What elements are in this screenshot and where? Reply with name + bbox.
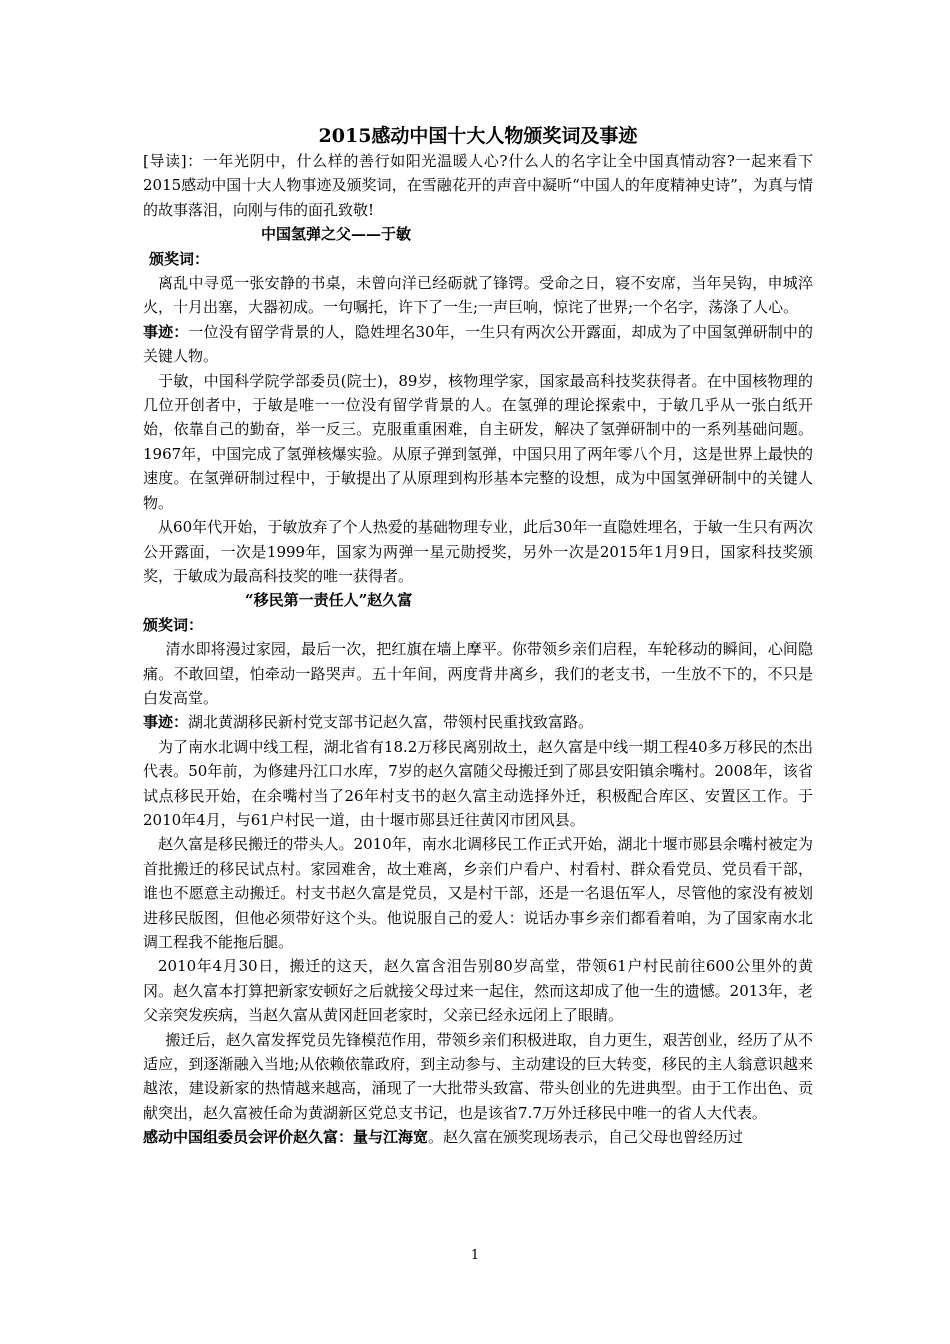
body-paragraph: 搬迁后，赵久富发挥党员先锋模范作用，带领乡亲们积极进取，自力更生，艰苦创业，经历了从不适应，到逐渐融入当地;从依赖依靠政府，到主动参与、主动建设的巨大转变，移民的主人翁意识越来越浓，建设新家的热情越来越高，涌现了一大批带头致富、带头创业的先进典型。由于工作出色、贡献突出，赵久富被任命为黄湖新区党总支书记，也是该省7.7万外迁移民中唯一的省人大代表。 — [143, 1030, 813, 1122]
award-text: 清水即将漫过家园，最后一次，把红旗在墙上摩平。你带领乡亲们启程，车轮移动的瞬间，心间隐痛。不敢回望，怕牵动一路哭声。五十年间，两度背井离乡，我们的老支书，一生放不下的，不只是白发高堂。 — [143, 640, 813, 707]
document-title: 2015感动中国十大人物颁奖词及事迹 — [318, 125, 638, 147]
award-text: 离乱中寻觅一张安静的书桌，未曾向洋已经砺就了锋锷。受命之日，寝不安席，当年吴钩，申城淬火，十月出塞，大器初成。一句嘱托，许下了一生;一声巨响，惊诧了世界;一个名字，荡涤了人心。 — [143, 274, 813, 317]
deeds-text: 湖北黄湖移民新村党支部书记赵久富，带领村民重找致富路。 — [188, 713, 594, 732]
document-body — [143, 123, 813, 1150]
award-label: 颁奖词： — [143, 615, 204, 634]
body-paragraph: 2010年4月30日，搬迁的这天，赵久富含泪告别80岁高堂，带领61户村民前往600公里外的黄冈。赵久富本打算把新家安顿好之后就接父母过来一起住，然而这却成了他一生的遗憾。2013年，老父亲突发疾病，当赵久富从黄冈赶回老家时，父亲已经永远闭上了眼睛。 — [143, 957, 813, 1025]
deeds-label: 事迹： — [143, 322, 189, 341]
award-label: 颁奖词： — [149, 249, 210, 268]
deeds-paragraph — [143, 710, 813, 734]
committee-paragraph — [143, 1125, 813, 1149]
body-paragraph: 从60年代开始，于敏放弃了个人热爱的基础物理专业，此后30年一直隐姓埋名，于敏一生只有两次公开露面，一次是1999年，国家为两弹一星元勋授奖，另外一次是2015年1月9日，国家科技奖颁奖，于敏成为最高科技奖的唯一获得者。 — [143, 518, 813, 585]
body-paragraph: 为了南水北调中线工程，湖北省有18.2万移民离别故土，赵久富是中线一期工程40多万移民的杰出代表。50年前，为修建丹江口水库，7岁的赵久富随父母搬迁到了郧县安阳镇余嘴村。2008年，该省试点移民开始，在余嘴村当了26年村支书的赵久富主动选择外迁，积极配合库区、安置区工作。于2010年4月，与61户村民一道，由十堰市郧县迁往黄冈市团风县。 — [143, 737, 813, 829]
section-heading-yu-min: 中国氢弹之父——于敏 — [261, 225, 412, 244]
section-heading-zhao-jiufu: “移民第一责任人”赵久富 — [245, 591, 413, 610]
intro-paragraph: [导读]：一年光阴中，什么样的善行如阳光温暖人心?什么人的名字让全中国真情动容?一起来看下2015感动中国十大人物事迹及颁奖词，在雪融花开的声音中凝听“中国人的年度精神史诗”，为真与情的故事落泪，向刚与伟的面孔致敬! — [143, 152, 813, 219]
body-paragraph: 于敏，中国科学院学部委员(院士)，89岁，核物理学家，国家最高科技奖获得者。在中国核物理的几位开创者中，于敏是唯一一位没有留学背景的人。在氢弹的理论探索中，于敏几乎从一张白纸开始，依靠自己的勤奋，举一反三。克服重重困难，自主研发，解决了氢弹研制中的一系列基础问题。1967年，中国完成了氢弹核爆实验。从原子弹到氢弹，中国只用了两年零八个月，这是世界上最快的速度。在氢弹研制过程中，于敏提出了从原理到构形基本完整的设想，成为中国氢弹研制中的关键人物。 — [143, 371, 813, 512]
deeds-text: 一位没有留学背景的人，隐姓埋名30年，一生只有两次公开露面，却成为了中国氢弹研制中的关键人物。 — [143, 322, 813, 366]
body-paragraph: 赵久富是移民搬迁的带头人。2010年，南水北调移民工作正式开始，湖北十堰市郧县余嘴村被定为首批搬迁的移民试点村。家园难舍，故土难离，乡亲们户看户、村看村、群众看党员、党员看干部，谁也不愿意主动搬迁。村支书赵久富是党员，又是村干部，还是一名退伍军人，尽管他的家没有被划进移民版图，但他必须带好这个头。他说服自己的爱人：说话办事乡亲们都看着咱，为了国家南水北调工程我不能拖后腿。 — [143, 835, 813, 951]
committee-label: 感动中国组委员会评价赵久富：量与江海宽 — [143, 1128, 429, 1147]
deeds-label: 事迹： — [143, 713, 189, 732]
committee-text: 。赵久富在颁奖现场表示，自己父母也曾经历过 — [428, 1128, 744, 1147]
page-number: 1 — [470, 1248, 480, 1263]
deeds-paragraph — [143, 320, 813, 369]
